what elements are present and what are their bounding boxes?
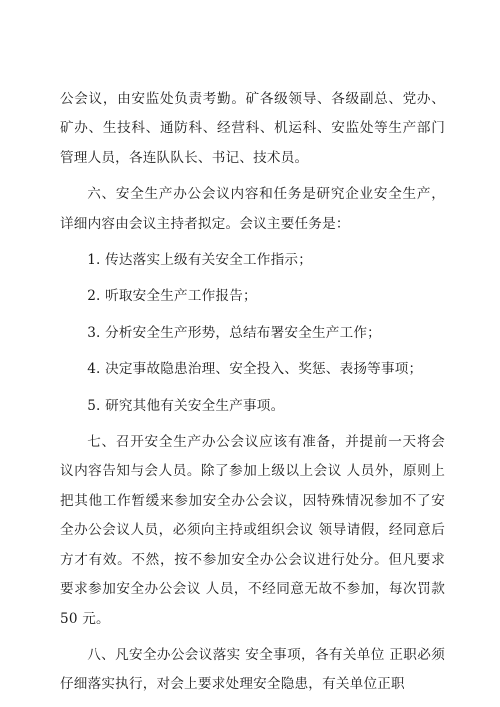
paragraph-meeting-content: 六、安全生产办公会议内容和任务是研究企业安全生产，详细内容由会议主持者拟定。会议主要任务是： bbox=[60, 186, 445, 232]
paragraph-preparation: 七、召开安全生产办公会议应该有准备，并提前一天将会议内容告知与会人员。除了参加上级以上会议 人员外，原则上把其他工作暂缓来参加安全办公会议，因特殊情况参加不了安全办公会议人员，必须向主持或组织会议 领导请假，经同意后方才有效。不然，按不参加安全办公会议进行处分。但凡要求要求参加安全办公会议 人员，不经同意无故不参加，每次罚款 50 元。 bbox=[60, 434, 445, 627]
list-item-3: 3. 分析安全生产形势，总结布署安全生产工作； bbox=[87, 324, 381, 341]
list-item-4: 4. 决定事故隐患治理、安全投入、奖惩、表扬等事项； bbox=[87, 361, 423, 378]
paragraph-attendance: 公会议，由安监处负责考勤。矿各级领导、各级副总、党办、矿办、生技科、通防科、经营科、机运科、安监处等生产部门管理人员，各连队队长、书记、技术员。 bbox=[60, 91, 445, 166]
list-item-5: 5. 研究其他有关安全生产事项。 bbox=[87, 397, 285, 414]
list-item-1: 1. 传达落实上级有关安全工作指示； bbox=[87, 252, 312, 269]
paragraph-implementation: 八、凡安全办公会议落实 安全事项，各有关单位 正职必须仔细落实执行，对会上要求处理安全隐患，有关单位正职 bbox=[60, 646, 445, 693]
document-body bbox=[60, 85, 445, 707]
list-item-2: 2. 听取安全生产工作报告； bbox=[87, 288, 257, 305]
